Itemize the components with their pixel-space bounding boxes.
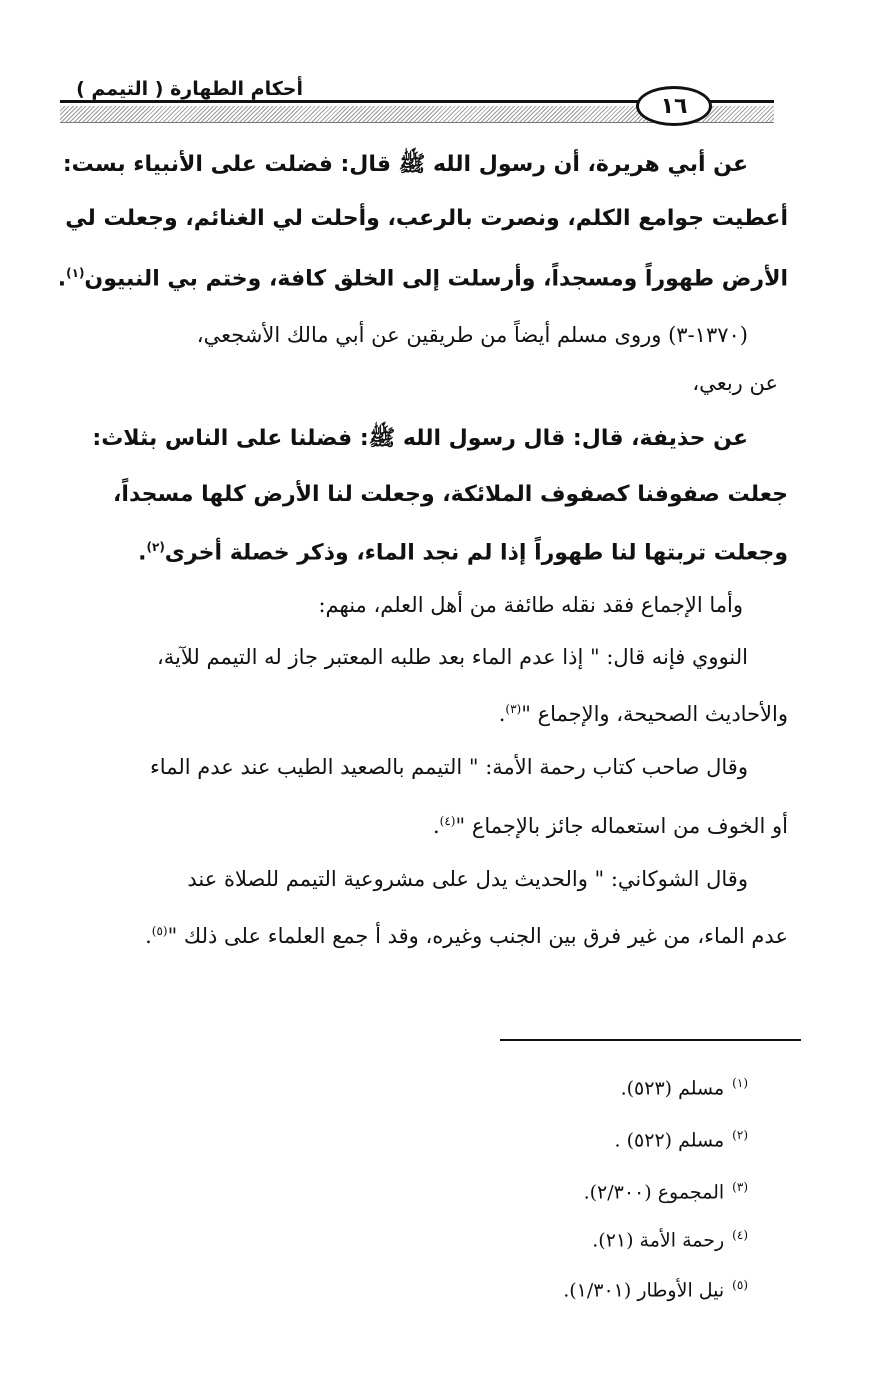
nawawi-line-1: النووي فإنه قال: " إذا عدم الماء بعد طلبه المعتبر جاز له التيمم للآية، xyxy=(156,645,748,669)
footnote-ref-3: (٣) xyxy=(505,702,522,716)
hadith-1-line-3: الأرض طهوراً ومسجداً، وأرسلت إلى الخلق كافة، وختم بي النبيون$^{(١)}$. xyxy=(57,266,788,292)
rahmat-line-2: أو الخوف من استعماله جائز بالإجماع "$^{(٤)}$. xyxy=(432,814,788,838)
narration-line-2: عن ربعي، xyxy=(692,371,778,395)
footnote-ref-1: (١) xyxy=(66,266,85,280)
hadith-2-line-2: جعلت صفوفنا كصفوف الملائكة، وجعلت لنا الأرض كلها مسجداً، xyxy=(113,482,788,507)
footnote-ref-4: (٤) xyxy=(439,814,456,828)
ijma-intro: وأما الإجماع فقد نقله طائفة من أهل العلم، منهم: xyxy=(318,593,743,617)
footnote-ref-5: (٥) xyxy=(151,924,168,938)
hadith-2-line-3: وجعلت تربتها لنا طهوراً إذا لم نجد الماء، وذكر خصلة أخرى$^{(٢)}$. xyxy=(138,540,788,566)
hadith-1-line-1: عن أبي هريرة، أن رسول الله ﷺ قال: فضلت على الأنبياء بست: xyxy=(62,152,748,177)
running-title: أحكام الطهارة ( التيمم ) xyxy=(76,78,303,100)
footnote-separator xyxy=(500,1039,801,1041)
footnote-4: $^{(٤)}$رحمة الأمة (٢١). xyxy=(592,1228,748,1252)
footnote-1: $^{(١)}$مسلم (٥٢٣). xyxy=(620,1076,748,1100)
footnote-2: $^{(٢)}$مسلم (٥٢٢) . xyxy=(614,1128,748,1152)
footnote-3: $^{(٣)}$المجموع (٢/٣٠٠). xyxy=(583,1180,748,1204)
footnote-5: $^{(٥)}$نيل الأوطار (١/٣٠١). xyxy=(563,1278,748,1302)
footnote-ref-2: (٢) xyxy=(146,540,165,554)
hadith-2-line-1: عن حذيفة، قال: قال رسول الله ﷺ: فضلنا على الناس بثلاث: xyxy=(92,426,748,451)
page-number: ١٦ xyxy=(636,86,712,126)
shawkani-line-2: عدم الماء، من غير فرق بين الجنب وغيره، وقد أ جمع العلماء على ذلك "$^{(٥)}$. xyxy=(145,924,788,948)
shawkani-line-1: وقال الشوكاني: " والحديث يدل على مشروعية التيمم للصلاة عند xyxy=(187,867,748,891)
narration-line-1: (١٣٧٠-٣) وروى مسلم أيضاً من طريقين عن أبي مالك الأشجعي، xyxy=(196,323,748,347)
hadith-1-line-2: أعطيت جوامع الكلم، ونصرت بالرعب، وأحلت لي الغنائم، وجعلت لي xyxy=(65,206,788,231)
rahmat-line-1: وقال صاحب كتاب رحمة الأمة: " التيمم بالصعيد الطيب عند عدم الماء xyxy=(149,755,748,779)
nawawi-line-2: والأحاديث الصحيحة، والإجماع "$^{(٣)}$. xyxy=(498,702,788,726)
